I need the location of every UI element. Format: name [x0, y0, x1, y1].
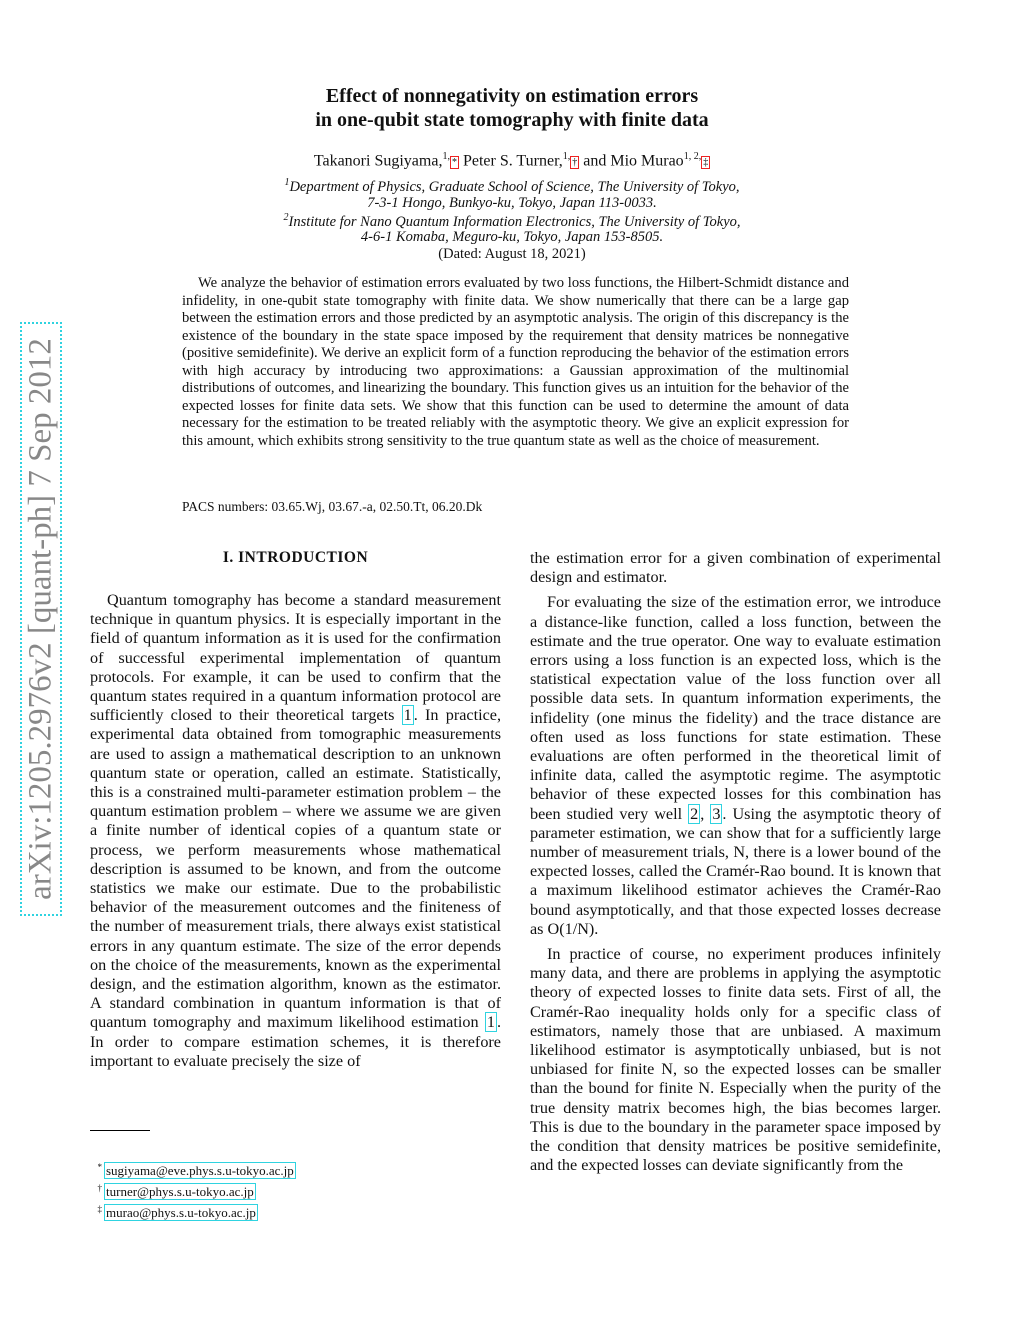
text: . In order to compare estimation schemes, it is therefore important to evaluate precisely the size of — [90, 1013, 501, 1070]
footnotes — [90, 1159, 296, 1221]
author-name: Peter S. Turner, — [462, 152, 563, 170]
author-list — [0, 151, 1024, 170]
author-affiliation: 1, — [442, 151, 450, 162]
author-name: Takanori Sugiyama, — [313, 152, 443, 170]
abstract: We analyze the behavior of estimation errors evaluated by two loss functions, the Hilbert-Schmidt distance and infidelity, in one-qubit state tomography with finite data. We show numerically that there can be a large gap between the estimation errors and those predicted by an asymptotic analysis. The origin of this discrepancy is the existence of the boundary in the state space imposed by the requirement that density matrices be nonnegative (positive semidefinite). We derive an explicit form of a function reproducing the behavior of the estimation errors with high accuracy by introducing two approximations: a Gaussian approximation of the multinomial distributions of outcomes, and linearizing the boundary. This function gives us an intuition for the behavior of the expected losses for finite data sets. We show that this function can be used to determine the amount of data necessary for the estimation to be treated reliably with the asymptotic theory. We give an explicit expression for this amount, which exhibits strong sensitivity to the true quantum state as well as the choice of measurement. — [182, 275, 849, 449]
email-link[interactable]: murao@phys.s.u-tokyo.ac.jp — [106, 1204, 256, 1220]
footnote-link[interactable]: * — [451, 157, 457, 169]
footnote-mark: * — [97, 1162, 102, 1172]
footnote — [90, 1201, 296, 1222]
dated: (Dated: August 18, 2021) — [438, 246, 586, 262]
affiliation-number: 1 — [284, 177, 290, 188]
citation-link[interactable]: 1 — [403, 706, 412, 725]
pacs-numbers: PACS numbers: 03.65.Wj, 03.67.-a, 02.50.Tt, 06.20.Dk — [182, 499, 483, 514]
email-link[interactable]: sugiyama@eve.phys.s.u-tokyo.ac.jp — [106, 1163, 294, 1179]
text: Quantum tomography has become a standard measurement technique in quantum physics. It is especially important in the field of quantum information as it is used for the confirmation of successful experimental implementation of quantum protocols. For example, it can be used to confirm that the quantum states required in a quantum information protocol are sufficiently closed to their theoretical targets — [90, 591, 501, 725]
arxiv-id: arXiv:1205.2976v2 [quant-ph] 7 Sep 2012 — [22, 338, 59, 900]
citation-link[interactable]: 3 — [712, 804, 721, 823]
affiliation-1-line-1 — [0, 177, 1024, 196]
footnote — [90, 1180, 296, 1201]
citation-link[interactable]: 1 — [486, 1013, 495, 1032]
footnote-link[interactable]: ‡ — [703, 157, 709, 169]
author-affiliation: 1, 2, — [683, 151, 702, 162]
right-column — [530, 549, 941, 1176]
citation-link[interactable]: 2 — [690, 804, 699, 823]
affiliation-1-line-2: 7-3-1 Hongo, Bunkyo-ku, Tokyo, Japan 113-0033. — [367, 195, 657, 211]
left-column — [90, 591, 501, 1071]
footnote — [90, 1159, 296, 1180]
author-affiliation: 1, — [562, 151, 571, 162]
email-link[interactable]: turner@phys.s.u-tokyo.ac.jp — [106, 1184, 254, 1200]
paragraph: the estimation error for a given combination of experimental design and estimator. — [530, 549, 941, 587]
paper-title-line-1: Effect of nonnegativity on estimation errors — [325, 85, 699, 107]
paragraph: For evaluating the size of the estimation error, we introduce a distance-like function, called a loss function, between the estimate and the true operator. One way to evaluate estimation errors using a loss function is an expected loss, which is the statistical expectation value of the loss function over all possible data sets. In quantum information experiments, the infidelity (one minus the fidelity) and the trace distance are often used as loss functions for state estimation. These evaluations are often performed in the theoretical limit of infinite data, called the asymptotic regime. The asymptotic behavior of these expected losses for this combination has been studied very well 2 , 3 . Using the asymptotic theory of parameter estimation, we can show that for a sufficiently large number of measurement trials, N, there is a lower bound of the expected losses, called the Cramér-Rao bound. It is known that a maximum likelihood estimator achieves the Cramér-Rao bound asymptotically, and that those expected losses decrease as O(1/N). — [530, 593, 941, 938]
author-name: and Mio Murao — [583, 152, 684, 170]
affiliation-text: Department of Physics, Graduate School of Science, The University of Tokyo, — [289, 178, 740, 195]
footnote-mark: † — [97, 1182, 102, 1193]
affiliation-2-line-2: 4-6-1 Komaba, Meguro-ku, Tokyo, Japan 153-8505. — [360, 229, 664, 245]
affiliation-2-line-1 — [0, 212, 1024, 231]
paragraph: In practice of course, no experiment produces infinitely many data, and there are problems in applying the asymptotic theory of expected losses to finite data sets. First of all, the Cramér-Rao inequality holds only for a specific class of estimators, namely those that are unbiased. A maximum likelihood estimator is asymptotically unbiased, but is not unbiased for finite N, so the expected losses can be smaller than the bound for finite N. Especially when the purity of the true density matrix becomes high, the bias becomes larger. This is due to the boundary in the parameter space imposed by the condition that density matrices be positive semidefinite, and the expected losses can deviate significantly from the — [530, 945, 941, 1175]
paper-title-line-2: in one-qubit state tomography with finite data — [315, 109, 709, 131]
paragraph — [90, 591, 501, 1071]
arxiv-sidebar-link[interactable] — [20, 322, 62, 916]
text: For evaluating the size of the estimation error, we introduce a distance-like function, called a loss function, between the estimate and the true operator. One way to evaluate estimation errors using a loss function is an expected loss, which is the statistical expectation value of the loss function over all possible data sets. In quantum information experiments, the infidelity (one minus the fidelity) and the trace distance are often used as loss functions for state estimation. These evaluations are often performed in the theoretical limit of infinite data, called the asymptotic regime. The asymptotic behavior of these expected losses for this combination has been studied very well — [530, 593, 941, 823]
affiliation-number: 2 — [283, 212, 289, 223]
text: . In practice, experimental data obtained from tomographic measurements are used to assign a mathematical description to an unknown quantum state or operation, called an estimate. Statistically, this is a constrained multi-parameter estimation problem – the quantum estimation problem – where we assume we are given a finite number of identical copies of a quantum state or process, we perform measurements whose mathematical description is assumed to be known, and from the outcome statistics we make our estimate. Due to the probabilistic behavior of the measurement outcomes and the finiteness of the number of measurement trials, there always exist statistical errors in any quantum estimate. The size of the error depends on the choice of the measurements, known as the experimental design, and the estimation algorithm, known as the estimator. A standard combination in quantum information is that of quantum tomography and maximum likelihood estimation — [90, 706, 502, 1032]
footnote-mark: ‡ — [97, 1203, 102, 1214]
affiliation-text: Institute for Nano Quantum Information Electronics, The University of Tokyo, — [288, 213, 741, 230]
section-heading: I. INTRODUCTION — [222, 549, 369, 566]
footnote-link[interactable]: † — [572, 157, 578, 169]
footnote-rule — [90, 1130, 150, 1131]
text: . Using the asymptotic theory of parameter estimation, we can show that for a sufficiently large number of measurement trials, N, there is a lower bound of the expected losses, called the Cramér-Rao bound. It is known that a maximum likelihood estimator achieves the Cramér-Rao bound asymptotically, and that those expected losses decrease as O(1/N). — [530, 804, 941, 938]
